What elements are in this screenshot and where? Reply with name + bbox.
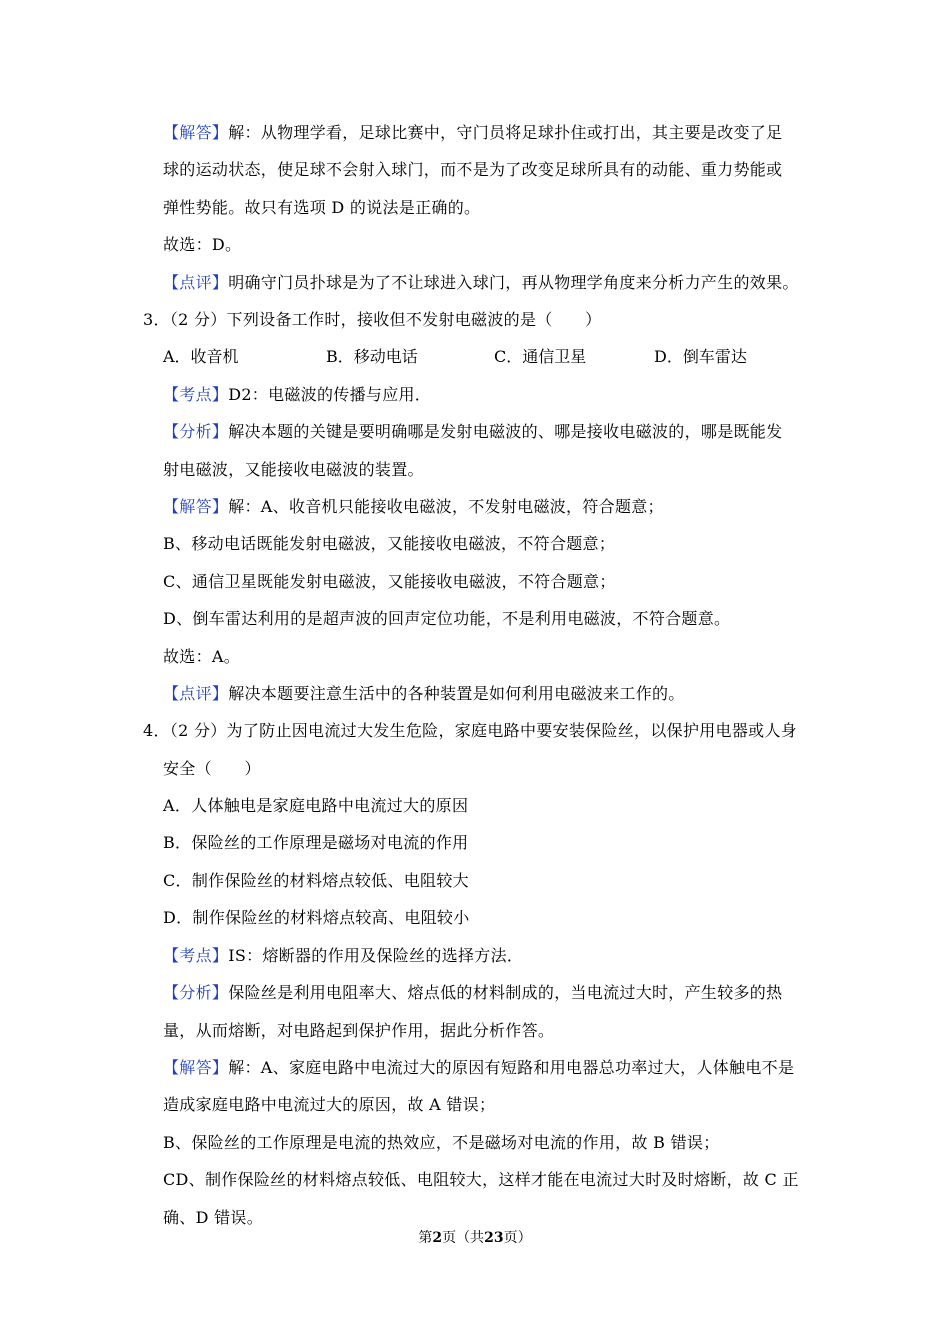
q3-option-a: A．收音机 [163,347,239,366]
q2-choice: 故选：D。 [163,235,242,254]
answer-tag: 【解答】 [163,123,229,142]
point-tag: 【考点】 [163,385,229,404]
q4-option-b: B．保险丝的工作原理是磁场对电流的作用 [163,833,469,852]
page-footer: 第2页（共23页） [418,1230,532,1246]
q4-answer-line-4: CD、制作保险丝的材料熔点较低、电阻较大，这样才能在电流过大时及时熔断，故 C 正 [163,1170,799,1189]
page-number: 2 [432,1230,443,1246]
q3-answer-line-4: D、倒车雷达利用的是超声波的回声定位功能，不是利用电磁波，不符合题意。 [163,609,731,628]
q3-option-d: D．倒车雷达 [654,347,747,366]
q3-analysis-line-2: 射电磁波，又能接收电磁波的装置。 [163,460,424,479]
q2-comment: 【点评】明确守门员扑球是为了不让球进入球门，再从物理学角度来分析力产生的效果。 [163,273,799,292]
q3-point: 【考点】D2：电磁波的传播与应用． [163,385,432,404]
answer-tag: 【解答】 [163,1058,229,1077]
page-total: 23 [484,1230,504,1246]
q3-answer-line-2: B、移动电话既能发射电磁波，又能接收电磁波，不符合题意； [163,534,616,553]
q4-stem-line-2: 安全（ ） [163,759,261,778]
q4-analysis-line-1: 【分析】保险丝是利用电阻率大、熔点低的材料制成的，当电流过大时，产生较多的热 [163,983,783,1002]
q4-option-d: D．制作保险丝的材料熔点较高、电阻较小 [163,908,470,927]
q2-answer-line-1: 【解答】解：从物理学看，足球比赛中，守门员将足球扑住或打出，其主要是改变了足 [163,123,783,142]
q4-answer-line-3: B、保险丝的工作原理是电流的热效应，不是磁场对电流的作用，故 B 错误； [163,1133,720,1152]
q4-option-c: C．制作保险丝的材料熔点较低、电阻较大 [163,871,469,890]
q3-answer-line-3: C、通信卫星既能发射电磁波，又能接收电磁波，不符合题意； [163,572,616,591]
q3-option-b: B．移动电话 [326,347,418,366]
q4-answer-line-2: 造成家庭电路中电流过大的原因，故 A 错误； [163,1095,496,1114]
q2-answer-line-2: 球的运动状态，使足球不会射入球门，而不是为了改变足球所具有的动能、重力势能或 [163,160,783,179]
q3-analysis-line-1: 【分析】解决本题的关键是要明确哪是发射电磁波的、哪是接收电磁波的，哪是既能发 [163,422,783,441]
q4-analysis-line-2: 量，从而熔断，对电路起到保护作用，据此分析作答。 [163,1021,555,1040]
q2-answer-line-3: 弹性势能。故只有选项 D 的说法是正确的。 [163,198,481,217]
q4-option-a: A．人体触电是家庭电路中电流过大的原因 [163,796,469,815]
comment-tag: 【点评】 [163,684,229,703]
comment-tag: 【点评】 [163,273,229,292]
q4-stem-line-1: 4．（2 分）为了防止因电流过大发生危险，家庭电路中要安装保险丝，以保护用电器或人身 [143,721,798,740]
q4-answer-line-1: 【解答】解：A、家庭电路中电流过大的原因有短路和用电器总功率过大，人体触电不是 [163,1058,795,1077]
q3-choice: 故选：A。 [163,647,241,666]
q3-stem: 3．（2 分）下列设备工作时，接收但不发射电磁波的是（ ） [143,310,602,329]
q3-comment: 【点评】解决本题要注意生活中的各种装置是如何利用电磁波来工作的。 [163,684,685,703]
q3-answer-line-1: 【解答】解：A、收音机只能接收电磁波，不发射电磁波，符合题意； [163,497,664,516]
analysis-tag: 【分析】 [163,422,229,441]
q4-point: 【考点】IS：熔断器的作用及保险丝的选择方法． [163,946,524,965]
q3-option-c: C．通信卫星 [494,347,587,366]
point-tag: 【考点】 [163,946,229,965]
analysis-tag: 【分析】 [163,983,229,1002]
answer-tag: 【解答】 [163,497,229,516]
q4-answer-line-5: 确、D 错误。 [163,1208,264,1227]
